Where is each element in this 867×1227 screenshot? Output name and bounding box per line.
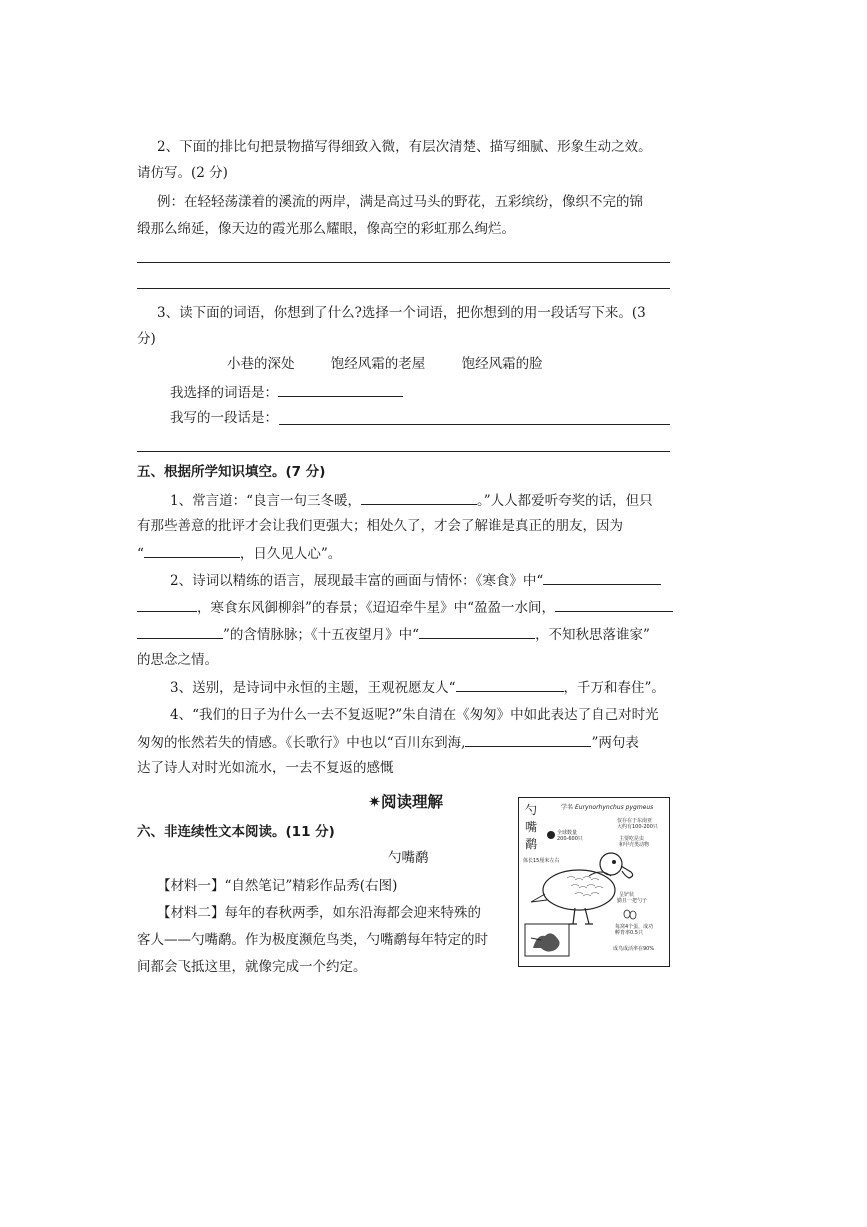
s5-q2-row3: ”的含情脉脉；《十五夜望月》中“ ，不知秋思落谁家” — [137, 624, 650, 645]
answer-line-1[interactable] — [137, 262, 670, 263]
s5-q1-row1: 1、常言道：“良言一句三冬暖， 。”人人都爱听夸奖的话，但只 — [170, 490, 653, 511]
egg-icon — [630, 911, 636, 919]
section-5-heading: 五、根据所学知识填空。(7 分) — [137, 464, 326, 480]
q2-line2: 请仿写。(2 分) — [137, 165, 228, 181]
answer-line-2[interactable] — [137, 288, 670, 289]
note: 全球数量 — [557, 830, 578, 836]
material-1: 【材料一】“自然笔记”精彩作品秀(右图) — [157, 878, 398, 894]
fill-blank[interactable] — [137, 624, 223, 639]
egg-icon — [624, 910, 630, 918]
note: 成鸟成活率在90% — [613, 946, 655, 952]
s5-q2-row2: ，寒食东风御柳斜”的春景；《迢迢牵牛星》中“盈盈一水间， — [137, 597, 673, 618]
q2-example1: 例：在轻轻荡漾着的溪流的两岸，满是高过马头的野花，五彩缤纷，像织不完的锦 — [157, 194, 643, 210]
note: 仅存在于东南亚 — [617, 818, 653, 824]
q3-word: 饱经风霜的老屋 — [330, 356, 426, 372]
note: 大约有100-200只 — [617, 824, 658, 830]
q3-choose-blank[interactable] — [278, 382, 403, 397]
fill-blank[interactable] — [543, 570, 661, 585]
material-2-row3: 间都会飞抵这里，就像完成一个约定。 — [137, 959, 367, 975]
fill-blank[interactable] — [465, 732, 591, 747]
note: 孵育率0.5只 — [615, 930, 643, 936]
fill-blank[interactable] — [456, 677, 564, 692]
s5-q4-row1: 4、“我们的日子为什么一去不复返呢?”朱自清在《匆匆》中如此表达了自己对时光 — [170, 707, 659, 723]
fill-blank[interactable] — [361, 490, 477, 505]
s5-q1-row3: “ ，日久见人心”。 — [137, 543, 341, 564]
name-char: 勺 — [525, 803, 538, 817]
bird-eye — [612, 860, 616, 864]
q3-word: 饱经风霜的脸 — [461, 356, 543, 372]
material-2-row1: 【材料二】每年的春秋两季，如东沿海都会迎来特殊的 — [157, 905, 481, 921]
q3-word-list — [227, 354, 575, 374]
nature-notebook-figure — [518, 797, 670, 967]
q3-line2: 分) — [137, 331, 156, 347]
reading-title: ✷阅读理解 — [368, 793, 443, 811]
s5-q2-row1: 2、诗词以精练的语言，展现最丰富的画面与情怀：《寒食》中“ — [170, 570, 661, 591]
q3-choose-row — [170, 382, 403, 403]
q3-write-blank[interactable] — [279, 424, 670, 425]
q2-line1: 2、下面的排比句把景物描写得细致入微，有层次清楚、描写细腻、形象生动之效。 — [157, 139, 652, 155]
section-6-heading: 六、非连续性文本阅读。(11 分) — [137, 824, 335, 840]
q3-write-label: 我写的一段话是： — [170, 410, 278, 426]
sci-label: 学名 — [561, 804, 574, 811]
note: 呈铲状 — [619, 892, 635, 898]
note: 200-600只 — [557, 836, 583, 842]
fill-blank[interactable] — [137, 597, 197, 612]
note: 主要吃昆虫 — [619, 836, 645, 842]
q2-example2: 缎那么绵延，像天边的霞光那么耀眼，像高空的彩虹那么绚烂。 — [137, 221, 515, 237]
s5-q2-row4: 的思念之情。 — [137, 652, 218, 668]
sci-name: Eurynorhynchus pygmeus — [575, 804, 654, 811]
name-char: 鹬 — [525, 837, 538, 851]
map-shape — [533, 933, 560, 951]
text-title: 勺嘴鹬 — [388, 850, 429, 866]
material-2-row2: 客人——勺嘴鹬。作为极度濒危鸟类，勺嘴鹬每年特定的时 — [137, 932, 488, 948]
q3-line1: 3、读下面的词语，你想到了什么?选择一个词语，把你想到的用一段话写下来。(3 — [157, 305, 646, 321]
q3-choose-label: 我选择的词语是： — [170, 385, 278, 401]
note: 体长15厘米左右 — [523, 858, 560, 864]
bird-beak — [621, 866, 633, 878]
q3-word: 小巷的深处 — [227, 356, 295, 372]
note: 和甲壳类动物 — [619, 842, 650, 848]
note: 勤且一把勺子 — [617, 898, 648, 904]
answer-line-3[interactable] — [137, 451, 670, 452]
s5-q4-row3: 达了诗人对时光如流水，一去不复返的感慨 — [137, 760, 394, 776]
globe-icon — [547, 831, 555, 839]
name-char: 嘴 — [525, 820, 538, 834]
bird-head — [600, 853, 622, 875]
s5-q4-row2: 匆匆的怅然若失的情感。《长歌行》中也以“百川东到海, ”两句表 — [137, 732, 639, 753]
spoon-billed-sandpiper-drawing — [519, 798, 669, 966]
fill-blank[interactable] — [144, 543, 240, 558]
bird-body — [543, 870, 615, 910]
note: 每窝4个蛋，成功 — [615, 924, 654, 930]
fill-blank[interactable] — [555, 597, 673, 612]
s5-q1-row2: 有那些善意的批评才会让我们更强大；相处久了，才会了解谁是真正的朋友，因为 — [137, 518, 623, 534]
s5-q3-row1: 3、送别，是诗词中永恒的主题，王观祝愿友人“ ，千万和春住”。 — [170, 677, 665, 698]
fill-blank[interactable] — [419, 624, 535, 639]
